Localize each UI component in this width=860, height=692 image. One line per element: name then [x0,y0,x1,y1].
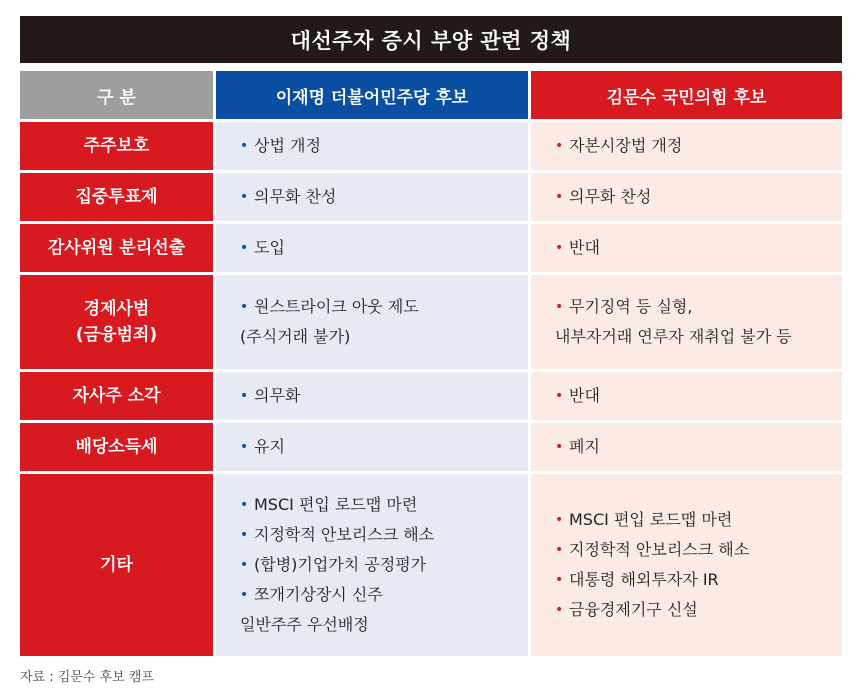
policy-cell-kim [531,173,842,221]
policy-item [555,131,842,161]
policy-item [555,432,842,462]
policy-item [555,233,842,263]
policy-text: MSCI 편입 로드맵 마련 [569,510,733,529]
bullet-icon: • [240,527,249,543]
bullet-icon: • [555,240,564,256]
row-category [20,474,213,656]
bullet-icon: • [555,439,564,455]
bullet-icon: • [240,557,249,573]
bullet-icon: • [240,240,249,256]
category-label: 배당소득세 [75,436,158,457]
source-note: 자료 : 김문수 후보 캠프 [20,670,154,685]
row-category [20,173,213,221]
policy-item [555,595,842,625]
policy-text: 유지 [254,437,285,456]
policy-text: (합병)기업가치 공정평가 [254,555,427,574]
bullet-icon: • [555,572,564,588]
row-category [20,122,213,170]
bullet-icon: • [240,439,249,455]
page-title: 대선주자 증시 부양 관련 정책 [20,16,842,63]
row-category [20,275,213,369]
bullet-icon: • [555,602,564,618]
policy-text: MSCI 편입 로드맵 마련 [254,495,418,514]
policy-item [240,381,528,411]
policy-item [240,550,528,580]
policy-cell-kim [531,275,842,369]
row-category [20,224,213,272]
policy-item [240,520,528,550]
policy-item [555,292,842,322]
policy-text: 폐지 [569,437,600,456]
bullet-icon: • [555,189,564,205]
bullet-icon: • [240,189,249,205]
bullet-icon: • [240,138,249,154]
policy-text: 쪼개기상장시 신주 [254,585,383,604]
policy-cell-lee [216,474,528,656]
row-category [20,372,213,420]
policy-text: 상법 개정 [254,136,321,155]
policy-text: 의무화 찬성 [569,187,652,206]
policy-item [240,233,528,263]
policy-cell-lee [216,275,528,369]
policy-text: 의무화 [254,386,301,405]
category-label: 집중투표제 [75,186,158,207]
policy-cell-lee [216,173,528,221]
category-label: 기타 [100,554,133,575]
policy-cell-lee [216,122,528,170]
header-category: 구 분 [20,71,213,119]
bullet-icon: • [555,299,564,315]
policy-item [240,292,528,322]
policy-cell-lee [216,372,528,420]
policy-text: 지정학적 안보리스크 해소 [569,540,750,559]
policy-item [240,580,528,610]
policy-cell-lee [216,423,528,471]
policy-text: 자본시장법 개정 [569,136,683,155]
bullet-icon: • [240,299,249,315]
bullet-icon: • [240,587,249,603]
header-kim: 김문수 국민의힘 후보 [531,71,842,119]
header-lee: 이재명 더불어민주당 후보 [216,71,528,119]
bullet-icon: • [240,497,249,513]
category-label: 경제사범 [83,298,150,319]
bullet-icon: • [240,388,249,404]
category-label: 주주보호 [83,135,150,156]
bullet-icon: • [555,388,564,404]
policy-text: 원스트라이크 아웃 제도 [254,297,419,316]
category-label: 감사위원 분리선출 [47,237,186,258]
policy-table [20,71,842,656]
policy-text: 지정학적 안보리스크 해소 [254,525,435,544]
policy-text: 무기징역 등 실형, [569,297,693,316]
policy-text: 반대 [569,238,600,257]
policy-text: 대통령 해외투자자 IR [569,570,719,589]
policy-item [240,182,528,212]
policy-item [555,505,842,535]
policy-text: 도입 [254,238,285,257]
policy-cell-kim [531,372,842,420]
policy-cell-kim [531,423,842,471]
policy-text-continued: 일반주주 우선배정 [240,615,369,634]
policy-cell-kim [531,224,842,272]
policy-text: 금융경제기구 신설 [569,600,698,619]
category-label: (금융범죄) [75,325,158,345]
policy-item [240,131,528,161]
policy-text: 의무화 찬성 [254,187,337,206]
policy-item [555,535,842,565]
bullet-icon: • [555,512,564,528]
policy-item [555,565,842,595]
category-label: 자사주 소각 [72,385,161,406]
policy-cell-kim [531,474,842,656]
policy-item [555,182,842,212]
policy-text-continued: (주식거래 불가) [240,327,351,346]
policy-item [240,490,528,520]
bullet-icon: • [555,138,564,154]
bullet-icon: • [555,542,564,558]
row-category [20,423,213,471]
policy-text-continued: 내부자거래 연루자 재취업 불가 등 [555,327,792,346]
policy-item [240,432,528,462]
policy-text: 반대 [569,386,600,405]
policy-cell-lee [216,224,528,272]
policy-item [555,381,842,411]
policy-cell-kim [531,122,842,170]
